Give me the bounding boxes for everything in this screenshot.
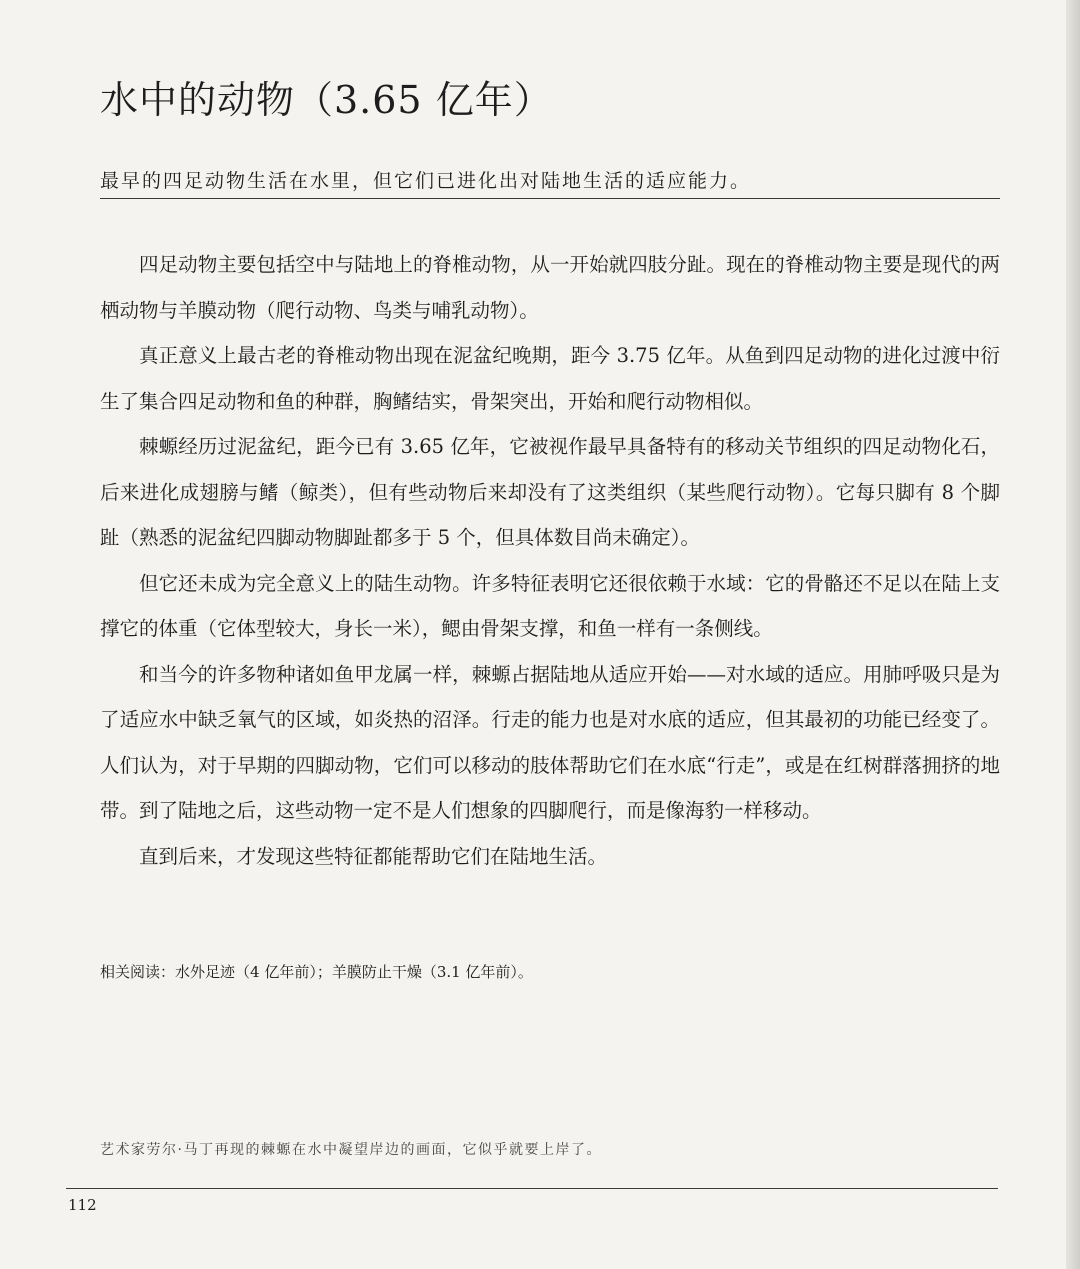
paragraph: 和当今的许多物种诸如鱼甲龙属一样，棘螈占据陆地从适应开始——对水域的适应。用肺呼吸只是为了适应水中缺乏氧气的区域，如炎热的沼泽。行走的能力也是对水底的适应，但其最初的功能已经变了。人们认为，对于早期的四脚动物，它们可以移动的肢体帮助它们在水底“行走”，或是在红树群落拥挤的地带。到了陆地之后，这些动物一定不是人们想象的四脚爬行，而是像海豹一样移动。 <box>100 662 1000 822</box>
page-subtitle: 最早的四足动物生活在水里，但它们已进化出对陆地生活的适应能力。 <box>100 170 752 192</box>
page-title: 水中的动物（3.65 亿年） <box>100 78 553 122</box>
image-caption: 艺术家劳尔·马丁再现的棘螈在水中凝望岸边的画面，它似乎就要上岸了。 <box>100 1142 602 1158</box>
title-divider <box>100 198 1000 199</box>
related-reading: 相关阅读：水外足迹（4 亿年前）；羊膜防止干燥（3.1 亿年前）。 <box>100 963 533 981</box>
paragraph: 但它还未成为完全意义上的陆生动物。许多特征表明它还很依赖于水域：它的骨骼还不足以在陆上支撑它的体重（它体型较大，身长一米），鳃由骨架支撑，和鱼一样有一条侧线。 <box>100 571 1000 640</box>
paragraph: 直到后来，才发现这些特征都能帮助它们在陆地生活。 <box>139 844 608 868</box>
footer-divider <box>66 1188 998 1189</box>
paragraph: 棘螈经历过泥盆纪，距今已有 3.65 亿年，它被视作最早具备特有的移动关节组织的四足动物化石，后来进化成翅膀与鳍（鲸类），但有些动物后来却没有了这类组织（某些爬行动物）。它每只脚有 8 个脚趾（熟悉的泥盆纪四脚动物脚趾都多于 5 个，但具体数目尚未确定）。 <box>100 435 1000 549</box>
page-number: 112 <box>68 1196 97 1214</box>
article-body <box>100 242 1000 879</box>
page-edge-shadow <box>1066 0 1080 1269</box>
paragraph: 四足动物主要包括空中与陆地上的脊椎动物，从一开始就四肢分趾。现在的脊椎动物主要是现代的两栖动物与羊膜动物（爬行动物、鸟类与哺乳动物）。 <box>100 253 1000 322</box>
paragraph: 真正意义上最古老的脊椎动物出现在泥盆纪晚期，距今 3.75 亿年。从鱼到四足动物的进化过渡中衍生了集合四足动物和鱼的种群，胸鳍结实，骨架突出，开始和爬行动物相似。 <box>100 344 1000 413</box>
